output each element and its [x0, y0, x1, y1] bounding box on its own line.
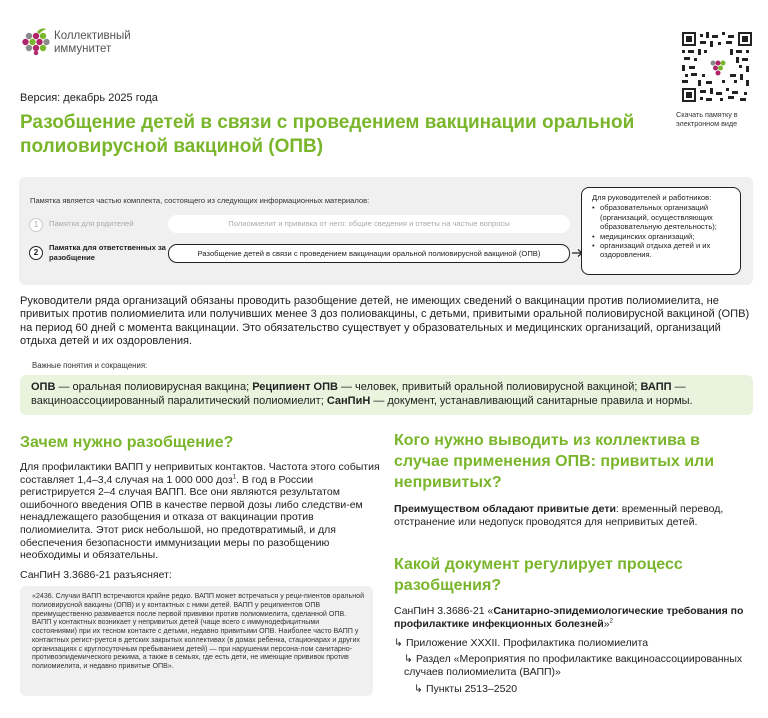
page-title: Разобщение детей в связи с проведением вакцинации оральной полиовирусной вакциной (ОПВ) [20, 112, 635, 157]
tree-item-appendix: ↳ Приложение XXXII. Профилактика полиомиелита [394, 637, 649, 649]
terms-heading: Важные понятия и сокращения: [32, 361, 148, 370]
tree-item-points: ↳ Пункты 2513–2520 [414, 683, 518, 695]
tree-item-section: ↳ Раздел «Мероприятия по профилактике вакциноассоциированных случаев полиомиелита (ВАПП)» [404, 653, 743, 678]
term-definition: — человек, привитый оральной полиовирусной вакциной; [337, 381, 641, 393]
managers-title: Для руководителей и работников: [592, 193, 712, 202]
list-item: • медицинских организаций; [592, 232, 734, 241]
footnote-ref[interactable]: 2 [609, 618, 613, 625]
term: Реципиент ОПВ [252, 381, 338, 393]
kit-item-number-current: 2 [29, 246, 43, 260]
why-heading: Зачем нужно разобщение? [20, 434, 234, 451]
sanpin-lead: СанПиН 3.3686-21 разъясняет: [20, 569, 172, 581]
grape-logo-icon [20, 27, 52, 55]
terms-box [20, 375, 753, 415]
qr-caption: Скачать памятку в электронном виде [676, 110, 738, 128]
kit-item-label: Памятка для родителей [49, 219, 134, 228]
term: ВАПП [640, 381, 672, 393]
tree-arrow-icon: ↳ [414, 683, 423, 695]
version-label: Версия: декабрь 2025 года [20, 92, 158, 104]
tree-arrow-icon: ↳ [394, 637, 403, 649]
kit-item-doc-link[interactable]: Полиомиелит и прививка от него: общие сведения и ответы на частые вопросы [168, 215, 570, 233]
doc-heading: Какой документ регулирует процесс разобщения? [394, 556, 683, 594]
kit-item-number: 1 [29, 218, 43, 232]
list-item: • организаций отдыха детей и их оздоровления. [592, 241, 734, 260]
brand-name: Коллективный иммунитет [54, 30, 131, 55]
term: ОПВ [31, 381, 56, 393]
kit-item-doc-current[interactable]: Разобщение детей в связи с проведением вакцинации оральной полиовирусной вакциной (ОПВ) [168, 244, 570, 263]
why-paragraph: Для профилактики ВАПП у непривитых контактов. Частота этого события составляет 1,4–3,4 случая на 1 000 000 доз$^1$. В год в России регистрируется 2–4 случая ВАПП. Все они являются результатом ошибочного введения ОПВ в качестве первой дозы либо следстви-ем ненадлежащего разобщения и отказа от вакцинации против полиомиелита. Этот риск небольшой, но предотвратимый, и для обеспечения безопасности иммунизации меры по разобщению необходимы и обязательны. [20, 461, 380, 562]
kit-intro: Памятка является частью комплекта, состоящего из следующих информационных материалов: [30, 196, 370, 205]
term-definition: — вакциноассоциированный паралитический полиомиелит; [31, 381, 686, 407]
who-paragraph: Преимуществом обладают привитые дети: временный перевод, отстранение или недопуск проводятся для непривитых детей. [394, 503, 724, 528]
term: СанПиН [326, 395, 371, 407]
managers-box [581, 187, 741, 275]
doc-reference: СанПиН 3.3686-21 «Санитарно-эпидемиологические требования по профилактике инфекционных болезней»$^2$ [394, 605, 744, 630]
footnote-ref[interactable]: 1 [232, 474, 237, 481]
kit-item-label-current: Памятка для ответственных за разобщение [49, 243, 166, 262]
sanpin-quote: «2436. Случаи ВАПП встречаются крайне редко. ВАПП может встречаться у реци-пиентов оральной полиовирусной вакцины (ОПВ) и у контактных с ними детей. ВАПП у реципиентов ОПВ преимущественно развивается после первой прививки против полиомиелита, сделанной ОПВ. ВАПП у контактных возникает у непривитых детей (чаще всего с иммунодефицитными состояниями) при их тесном контакте с детьми, недавно привитыми ОПВ. Наиболее часто ВАПП у контактных регист-руется в детских закрытых коллективах (в домах ребенка, стационарах и других организациях с круглосуточным пребыванием детей) — при нарушении персона-лом санитарно-противоэпидемического режима, а также в семьях, где есть дети, не имеющие прививок против полиомиелита, и недавно привитые ОПВ». [20, 586, 373, 696]
term-definition: — оральная полиовирусная вакцина; [55, 381, 253, 393]
intro-paragraph: Руководители ряда организаций обязаны проводить разобщение детей, не имеющих сведений о вакцинации против полиомиелита, не привитых против полиомиелита или получивших менее 3 доз полиовакцины, с детьми, привитыми оральной полиовирусной вакциной (ОПВ) на период 60 дней с момента вакцинации. Это обязательство существует у образовательных и медицинских организаций, организаций отдыха детей и их оздоровления. [20, 295, 750, 347]
list-item: • образовательных организаций (организаций, осуществляющих образовательную деятельность); [592, 203, 734, 231]
who-heading: Кого нужно выводить из коллектива в случае применения ОПВ: привитых или непривитых? [394, 432, 715, 491]
qr-code-icon[interactable] [682, 32, 752, 102]
term-definition: — документ, устанавливающий санитарные правила и нормы. [370, 395, 693, 407]
tree-arrow-icon: ↳ [404, 653, 413, 665]
